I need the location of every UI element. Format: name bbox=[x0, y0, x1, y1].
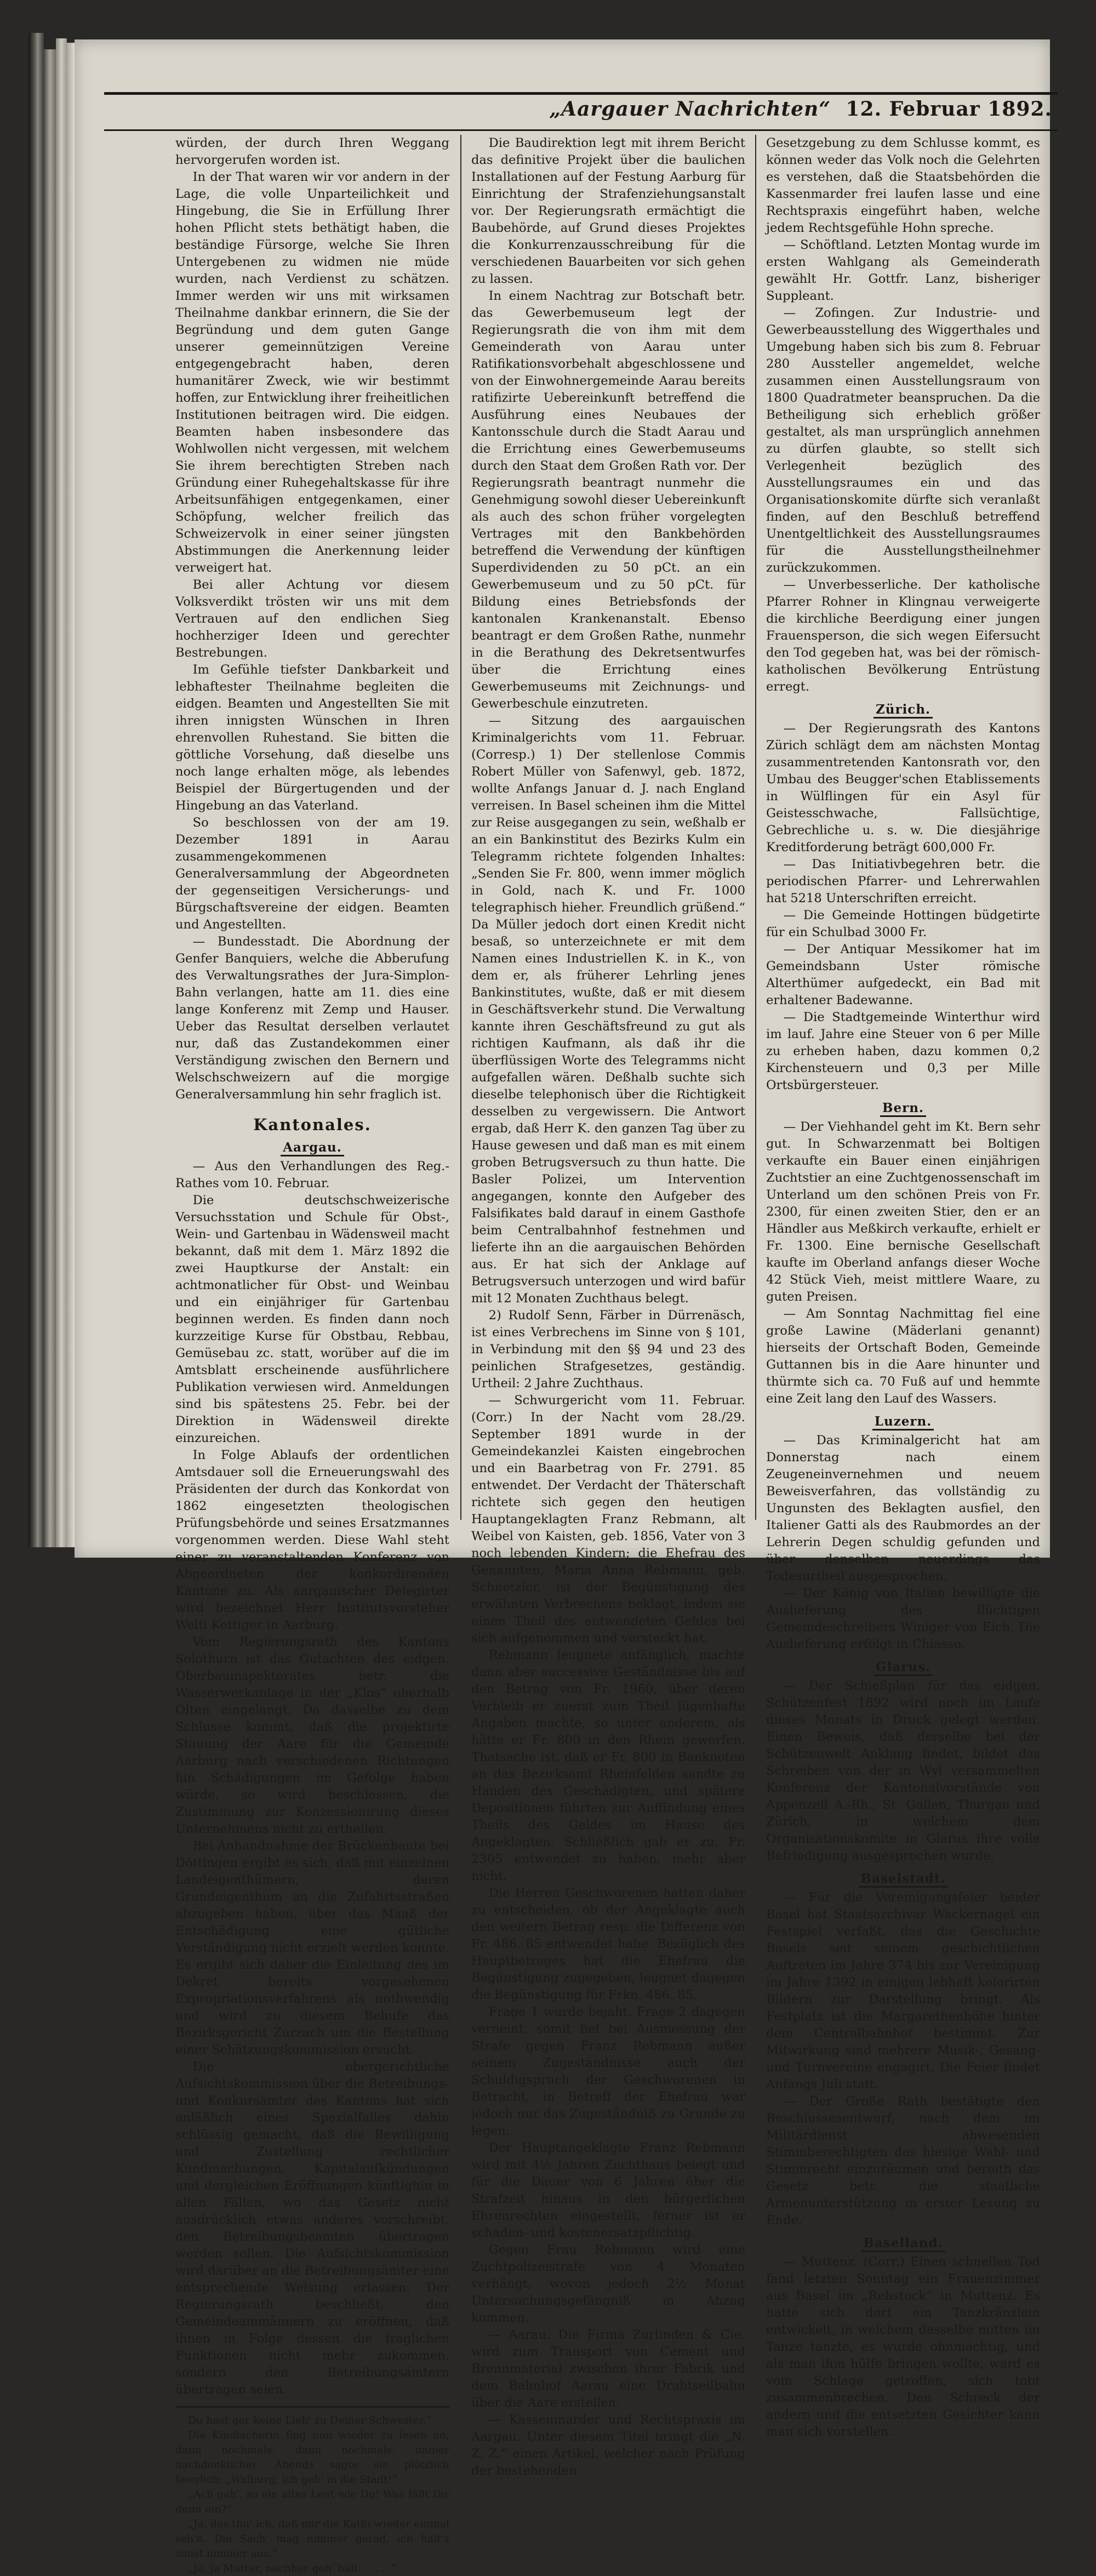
canton-heading-text: Aargau. bbox=[281, 1140, 344, 1156]
column-3 bbox=[766, 135, 1040, 2439]
canton-heading-text: Bern. bbox=[880, 1101, 926, 1117]
paragraph: — Für die Vereinigungsfeier beider Basel hat Staatsarchivar Wackernagel ein Festspiel verfaßt, das die Geschichte Basels seit seinem geschichtlichen Auftreten im Jahre 374 bis zur Vereinigung im Jahre 1392 in einigen lebhaft kolorirten Bildern zur Darstellung bringt. Als Festplatz ist die Margarethenhöhe hinter dem Centralbahnhof bestimmt. Zur Mitwirkung sind mehrere Musik-, Gesang- und Turnvereine engagirt. Die Feier findet Anfangs Juli statt. bbox=[766, 1890, 1040, 2091]
header-bottom-rule bbox=[104, 129, 1058, 131]
feuilleton-line: „Ja, ja Mutter, nachher geh' halt . . . . .“ bbox=[187, 2562, 397, 2574]
paragraph: Im Gefühle tiefster Dankbarkeit und lebhaftester Theilnahme begleiten die eidgen. Beamten und Angestellten Sie mit ihren innigsten Wünschen in Ihren ehrenvollen Ruhestand. Sie bitten die göttliche Vorsehung, daß dieselbe uns noch lange erhalten möge, als lebendes Beispiel der Bürgertugenden und der Hingebung an das Vaterland. bbox=[175, 663, 449, 813]
news-item-zofingen: — Zofingen. Zur Industrie- und Gewerbeausstellung des Wiggerthales und Umgebung haben sich bis zum 8. Februar 280 Aussteller angemeldet, welche zusammen einen Ausstellungsraum von 1800 Quadratmeter beanspruchen. Da die Betheiligung sich erheblich größer gestaltet, als man ursprünglich annehmen zu dürfen glaubte, so stellt sich Verlegenheit bezüglich des Ausstellungsraumes ein und das Organisationskomite dürfte sich veranlaßt finden, auf den Beschluß betreffend Unentgeltlichkeit des Ausstellungsraumes für die Ausstellungstheilnehmer zurückzukommen. bbox=[766, 306, 1040, 575]
paragraph: Der Hauptangeklagte Franz Rebmann wird mit 4½ Jahren Zuchthaus belegt und für die Dauer von 6 Jahren über die Strafzeit hinaus in den bürgerlichen Ehrenrechten eingestellt, ferner ist er schaden- und kostenersatzpflichtig. bbox=[471, 2141, 745, 2240]
news-item-heading: — Aus den Verhandlungen des Reg.-Rathes vom 10. Februar. bbox=[175, 1159, 449, 1190]
paragraph: Gegen Frau Rebmann wird eine Zuchtpolizeistrafe von 4 Monaten verhängt, wovon jedoch 2½ Monat Untersuchungsgefängniß in Abzug kommen. bbox=[471, 2243, 745, 2325]
issue-date: 12. Februar 1892. bbox=[846, 98, 1052, 121]
paragraph: — Die Gemeinde Hottingen büdgetirte für ein Schulbad 3000 Fr. bbox=[766, 908, 1040, 939]
paragraph: Rebmann leugnete anfänglich, machte dann aber successive Geständnisse bis auf den Betrag von Fr. 1960, über deren Verbleib er zuerst zum Theil lügenhafte Angaben machte, so unter anderem, als hätte er Fr. 800 in den Rhein geworfen. Thatsache ist, daß er Fr. 800 in Banknoten an das Bezirksamt Rheinfelden sandte zu Handen des Geschädigten, und spätere Depositionen führten zur Auffindung eines Theils des Geldes im Hause des Angeklagten. Schließlich gab er zu, Fr. 2305 entwendet zu haben, mehr aber nicht. bbox=[471, 1648, 745, 1883]
paragraph: Die Herren Geschworenen hatten daher zu entscheiden, ob der Angeklagte auch den weitern Betrag resp. die Differenz von Fr. 486. 85 entwendet habe. Bezüglich des Hauptbetrages hat die Ehefrau die Begünstigung zugegeben, leugnet dagegen die Begünstigung für Frkn. 486. 85. bbox=[471, 1886, 745, 2002]
page-header bbox=[427, 98, 1052, 121]
canton-heading-bern bbox=[766, 1099, 1040, 1116]
canton-heading-zuerich bbox=[766, 701, 1040, 718]
canton-heading-text: Zürich. bbox=[874, 702, 933, 719]
canton-heading-baselland bbox=[766, 2235, 1040, 2252]
paragraph: Bei aller Achtung vor diesem Volksverdikt trösten wir uns mit dem Vertrauen auf den endlichen Sieg hochherziger Ideen und gerechter Bestrebungen. bbox=[175, 578, 449, 660]
paragraph: In der That waren wir vor andern in der Lage, die volle Unparteilichkeit und Hingebung, die Sie in Erfüllung Ihrer hohen Pflicht stets bethätigt haben, die beständige Fürsorge, welche Sie Ihren Untergebenen zu widmen nie müde wurden, nach Verdienst zu schätzen. Immer werden wir uns mit wirksamen Theilnahme dankbar erinnern, die Sie der Begründung und dem guten Gange unserer gemeinnützigen Vereine entgegengebracht haben, deren humanitärer Zweck, wie wir bestimmt hoffen, zur Entwicklung ihrer freiheitlichen Institutionen beitragen wird. Die eidgen. Beamten haben insbesondere das Wohlwollen nicht vergessen, mit welchem Sie ihrem berechtigten Streben nach Gründung einer Ruhegehaltskasse für ihre Arbeitsunfähigen entgegenkamen, einer Schöpfung, welcher freilich das Schweizervolk in einer seiner jüngsten Abstimmungen die Anerkennung leider verweigert hat. bbox=[175, 170, 449, 575]
news-item-kriminalgericht: — Sitzung des aargauischen Kriminalgerichts vom 11. Februar. (Corresp.) 1) Der stellenlose Commis Robert Müller von Safenwyl, geb. 1872, wollte Anfangs Januar d. J. nach England verreisen. In Basel scheinen ihm die Mittel zur Reise ausgegangen zu sein, weßhalb er an ein Bankinstitut des Bezirks Kulm ein Telegramm richtete folgenden Inhaltes: „Senden Sie Fr. 800, wenn immer möglich in Gold, nach K. und Fr. 1000 telegraphisch hieher. Freundlich grüßend.“ Da Müller jedoch dort einen Kredit nicht besaß, so unterzeichnete er mit dem Namen eines Industriellen K. in K., von dem er, als früherer Lehrling jenes Bankinstitutes, wußte, daß er mit diesem in Geschäftsverkehr stund. Die Verwaltung kannte ihren Geschäftsfreund zu gut als richtigen Kaufmann, als daß ihr die überflüssigen Worte des Telegramms nicht aufgefallen wären. Deßhalb suchte sich dieselbe telephonisch über die Richtigkeit desselben zu vergewissern. Die Antwort ergab, daß Herr K. den ganzen Tag über zu Hause gewesen und daß man es mit einem groben Betrugsversuch zu thun hatte. Die Basler Polizei, um Intervention angegangen, konnte den Aufgeber des Falsifikates bald darauf in einem Gasthofe beim Centralbahnhof festnehmen und lieferte ihn an die aargauischen Behörden aus. Er hat sich der Anklage auf Betrugsversuch unterzogen und wird bafür mit 12 Monaten Zuchthaus belegt. bbox=[471, 714, 745, 1306]
paragraph: — Der Große Rath bestätigte den Beschlussesentwurf, nach dem im Militärdienst abwesenden Stimmberechtigten das hiesige Wahl- und Stimmrecht einzuräumen und bereith das Gesetz betr. die staatliche Armenunterstützung in erster Lesung zu Ende. bbox=[766, 2094, 1040, 2227]
canton-heading-text: Baselstadt. bbox=[859, 1871, 948, 1888]
paragraph: In Folge Ablaufs der ordentlichen Amtsdauer soll die Erneuerungswahl des Präsidenten der durch das Konkordat von 1862 eingesetzten theologischen Prüfungsbehörde und seines Ersatzmannes vorgenommen werden. Diese Wahl steht einer zu veranstaltenden Konferenz von Abgeordneten der konkordirenden Kantone zu. Als aargauischer Delegirter wird bezeichnet Herr Institutsvorsteher Welti Kettiger in Aarburg. bbox=[175, 1448, 449, 1632]
paragraph: Die Baudirektion legt mit ihrem Bericht das definitive Projekt über die baulichen Installationen auf der Festung Aarburg für Einrichtung der Strafenziehungsanstalt vor. Der Regierungsrath ermächtigt die Baubehörde, auf Grund dieses Projektes die Konkurrenzausschreibung für die verschiedenen Bauarbeiten vor sich gehen zu lassen. bbox=[471, 136, 745, 286]
paragraph: In einem Nachtrag zur Botschaft betr. das Gewerbemuseum legt der Regierungsrath die von ihm mit dem Gemeinderath von Aarau unter Ratifikationsvorbehalt abgeschlossene und von der Einwohnergemeinde Aarau bereits ratifizirte Uebereinkunft betreffend die Ausführung eines Neubaues der Kantonsschule durch die Stadt Aarau und die Errichtung eines Gewerbemuseums durch den Staat dem Großen Rath vor. Der Regierungsrath beantragt nunmehr die Genehmigung sowohl dieser Uebereinkunft als auch des schon früher vorgelegten Vertrages mit den Bankbehörden betreffend die Verwendung der künftigen Superdividenden zu 50 pCt. an ein Gewerbemuseum und zu 50 pCt. für Bildung eines Betriebsfonds der kantonalen Krankenanstalt. Ebenso beantragt er dem Großen Rathe, nunmehr in die Berathung des Dekretsentwurfes über die Errichtung eines Gewerbemuseums mit Zeichnungs- und Gewerbeschule einzutreten. bbox=[471, 289, 745, 711]
feuilleton-divider bbox=[175, 2406, 449, 2408]
paragraph: Bei Anhandnahme der Brückenbaute bei Döttingen ergibt es sich, daß mit einzelnen Landeigenthümern, deren Grundeigenthum an die Zufahrtsstraßen abzugeben haben, über das Maaß der Entschädigung eine gütliche Verständigung nicht erzielt werden konnte. Es ergibt sich daher die Einleitung des im Dekret bereits vorgesehenen Expropriationsverfahrens als nothwendig und wird zu diesem Behufe das Bezirksgericht Zurzach um die Bestellung einer Schätzungskommission ersucht. bbox=[175, 1839, 449, 2057]
paragraph: würden, der durch Ihren Weggang hervorgerufen worden ist. bbox=[175, 136, 449, 167]
paragraph: — Der Antiquar Messikomer hat im Gemeindsbann Uster römische Alterthümer aufgedeckt, ein Bad mit erhaltener Badewanne. bbox=[766, 942, 1040, 1007]
feuilleton-line: Du hast gar keine Lieb' zu Deiner Schwester.“ bbox=[187, 2414, 432, 2426]
news-item-bundesstadt: — Bundesstadt. Die Abordnung der Genfer Banquiers, welche die Abberufung des Verwaltungsrathes der Jura-Simplon-Bahn verlangen, hatte am 11. dies eine lange Konferenz mit Zemp und Hauser. Ueber das Resultat derselben verlautet nur, daß das Zustandekommen einer Verständigung zwischen den Bernern und Welschschweizern auf die morgige Generalversammlung hin sehr fraglich ist. bbox=[175, 934, 449, 1102]
news-item-schoeftland: — Schöftland. Letzten Montag wurde im ersten Wahlgang als Gemeinderath gewählt Hr. Gottfr. Lanz, bisheriger Suppleant. bbox=[766, 238, 1040, 303]
news-item-aarau: — Aarau. Die Firma Zurlinden & Cie. wird zum Transport von Cement und Brennmaterial zwischen ihrer Fabrik und dem Bahnhof Aarau eine Drahtseilbahn über die Aare erstellen. bbox=[471, 2328, 745, 2410]
paragraph: Die deutschschweizerische Versuchsstation und Schule für Obst-, Wein- und Gartenbau in Wädensweil macht bekannt, daß mit dem 1. März 1892 die zwei Hauptkurse der Anstalt: ein achtmonatlicher für Obst- und Weinbau und ein einjähriger für Gartenbau beginnen werden. Es finden dann noch kurzzeitige Kurse für Obstbau, Rebbau, Gemüsebau zc. statt, worüber auf die im Amtsblatt erscheinende ausführlichere Publikation verwiesen wird. Anmeldungen sind bis spätestens 25. Febr. bei der Direktion in Wädensweil direkte einzureichen. bbox=[175, 1193, 449, 1445]
feuilleton-line: „Ja, das thu' ich, daß mir die Kathi wieder einmal seh'n. Die Sach' mag nimmer gerad, ich halt's sonst nimmer aus.“ bbox=[175, 2518, 449, 2560]
paragraph: Vom Regierungsrath des Kantons Solothurn ist das Gutachten des eidgen. Oberbauinspektorates betr. die Wasserwerkanlage in der „Klos“ oberhalb Olten eingelangt. Da dasselbe zu dem Schlusse kommt, daß die projektirte Stauung der Aare für die Gemeinde Aarburg nach verschiedenen Richtungen hin Schädigungen im Gefolge haben würde, so wird beschlossen, die Zustimmung zur Konzessionirung dieses Unternehmens nicht zu ertheilen. bbox=[175, 1635, 449, 1836]
canton-heading-text: Glarus. bbox=[874, 1660, 933, 1676]
column-1 bbox=[175, 135, 449, 2574]
page-stack-edge bbox=[67, 43, 75, 1547]
page-stack-edge bbox=[44, 49, 56, 1547]
paragraph: Frage 1 wurde bejaht, Frage 2 dagegen verneint, somit fiel bei Ausmessung der Strafe gegen Franz Rebmann außer seinem Zugeständnisse auch der Schuldigspruch der Geschworenen in Betracht, in Betreff der Ehefrau war jedoch nur das Zugeständniß zu Grunde zu legen. bbox=[471, 2005, 745, 2138]
paragraph: Die obergerichtliche Aufsichtskommission über die Betreibungs- und Konkursämter des Kantons hat sich anläßlich eines Spezialfalles dahin schlüssig gemacht, daß die Bewilligung und Zustellung rechtlicher Kundmachungen, Kapitalaufkündungen und dergleichen Eröffnungen künftighin in allen Fällen, wo das Gesetz nicht ausdrücklich etwas anderes vorschreibt, den Betreibungsbeamten übertragen werden sollen. Die Aufsichtskommission wird darüber an die Betreibungsämter eine entsprechende Weisung erlassen. Der Regierungsrath beschließt, den Gemeindeammännern zu eröffnen, daß ihnen in Folge dessen die fraglichen Funktionen nicht mehr zukommen, sondern den Betreibungsämtern übertragen seien. bbox=[175, 2060, 449, 2397]
page-stack-edge bbox=[56, 38, 67, 1547]
paragraph: — Am Sonntag Nachmittag fiel eine große Lawine (Mäderlani genannt) hierseits der Ortschaft Boden, Gemeinde Guttannen bis in die Aare hinunter und thürmte sich ca. 70 Fuß auf und hemmte eine Zeit lang den Lauf des Wassers. bbox=[766, 1307, 1040, 1406]
canton-heading-text: Luzern. bbox=[872, 1414, 934, 1431]
paragraph: Gesetzgebung zu dem Schlusse kommt, es können weder das Volk noch die Gelehrten es verstehen, daß die Staatsbehörden die Kassenmarder frei laufen lasse und eine Rechtspraxis eingeführt haben, welche jedem Rechtsgefühle Hohn spreche. bbox=[766, 136, 1040, 235]
canton-heading-glarus bbox=[766, 1659, 1040, 1675]
column-2 bbox=[471, 135, 745, 2478]
paragraph: 2) Rudolf Senn, Färber in Dürrenäsch, ist eines Verbrechens im Sinne von § 101, in Verbindung mit den §§ 94 und 23 des peinlichen Strafgesetzes, geständig. Urtheil: 2 Jahre Zuchthaus. bbox=[471, 1308, 745, 1390]
news-item-schwurgericht: — Schwurgericht vom 11. Februar. (Corr.) In der Nacht vom 28./29. September 1891 wurde in der Gemeindekanzlei Kaisten eingebrochen und ein Baarbetrag von Fr. 2791. 85 entwendet. Der Verdacht der Thäterschaft richtete sich gegen den heutigen Hauptangeklagten Franz Rebmann, alt Weibel von Kaisten, geb. 1856, Vater von 3 noch lebenden Kindern; die Ehefrau des Genannten, Maria Anna Rebmann, geb. Schnetzler, ist der Begünstigung des erwähnten Verbrechens beklagt, indem sie einen Theil des entwendeten Geldes bei sich aufgenommen und versteckt hat. bbox=[471, 1393, 745, 1645]
paragraph: — Der König von Italien bewilligte die Auslieferung des flüchtigen Gemeindeschreibers Winiger von Eich. Die Auslieferung erfolgt in Chiasso. bbox=[766, 1586, 1040, 1651]
feuilleton bbox=[175, 2413, 449, 2576]
film-edge bbox=[28, 33, 44, 1547]
feuilleton-line: „Ach geh', so ein altes Leut wie Du! Was fällt Dir denn ein?“ bbox=[175, 2488, 449, 2515]
column-divider bbox=[755, 135, 756, 1520]
column-divider bbox=[460, 135, 461, 1520]
paragraph: — Die Stadtgemeinde Winterthur wird im lauf. Jahre eine Steuer von 6 per Mille zu erheben haben, dazu kommen 0,2 Kirchensteuern und 0,3 per Mille Ortsbürgersteuer. bbox=[766, 1010, 1040, 1092]
paragraph: — Das Initiativbegehren betr. die periodischen Pfarrer- und Lehrerwahlen hat 5218 Unterschriften erreicht. bbox=[766, 857, 1040, 905]
paragraph: — Der Regierungsrath des Kantons Zürich schlägt dem am nächsten Montag zusammentretenden Kantonsrath vor, den Umbau des Beugger'schen Etablissements in Wülflingen für ein Asyl für Geistesschwache, Fallsüchtige, Gebrechliche u. s. w. Die diesjährige Kreditforderung beträgt 600,000 Fr. bbox=[766, 721, 1040, 854]
paragraph: — Muttenz. (Corr.) Einen schnellen Tod fand letzten Sonntag ein Frauenzimmer aus Basel im „Rebstock“ in Muttenz. Es hatte sich dort ein Tanzkränzlein entwickelt, in welchem dasselbe mitten im Tanze tanzte, es wurde ohnmächtig, und als man ihm hülfe bringen wollte, ward es vom Schlage getroffen, sich tobt zusammenbrechen. Den Schreck der andern und die entsetzten Gesichter kann man sich vorstellen. bbox=[766, 2255, 1040, 2439]
feuilleton-line: Die Kindlacherin fing nun wieder zu lesen an, dann nochmals, dann nochmals, immer nachdenklicher. Abends sagte sie plötzlich feierlich: „Walburg, ich geh' in die Stadt!“ bbox=[175, 2429, 449, 2486]
section-heading-kantonales: Kantonales. bbox=[253, 1115, 372, 1134]
paragraph: — Der Viehhandel geht im Kt. Bern sehr gut. In Schwarzenmatt bei Boltigen verkaufte ein Bauer einen einjährigen Zuchtstier an eine Zuchtgenossenschaft im Unterland um den schönen Preis von Fr. 2300, für einen zweiten Stier, den er an Händler aus Meßkirch verkaufte, erhielt er Fr. 1300. Eine bernische Gesellschaft kaufte im Oberland anfangs dieser Woche 42 Stück Vieh, meist mittlere Waare, zu guten Preisen. bbox=[766, 1120, 1040, 1304]
news-item-kassenmarder: — Kassenmarder und Rechtspraxis im Aargau. Unter diesem Titel bringt die „N. Z. Z.“ einen Artikel, welcher nach Prüfung der bestehenden bbox=[471, 2413, 745, 2478]
paragraph: — Das Kriminalgericht hat am Donnerstag nach einem Zeugeneinvernehmen und neuem Beweisverfahren, das vollständig zu Ungunsten des Beklagten ausfiel, den Italiener Gatti als des Raubmordes an der Lehrerin Degen schuldig gefunden und über denselben neuerdings das Todesurtheil ausgesprochen. bbox=[766, 1433, 1040, 1583]
news-item-unverbesserliche: — Unverbesserliche. Der katholische Pfarrer Rohner in Klingnau verweigerte die kirchliche Beerdigung einer jungen Frauensperson, die sich wegen Eifersucht den Tod gegeben hat, was bei der römisch-katholischen Bevölkerung Entrüstung erregt. bbox=[766, 578, 1040, 694]
canton-heading-baselstadt bbox=[766, 1870, 1040, 1887]
paragraph: — Der Schießplan für das eidgen. Schützenfest 1892 wird noch im Laufe dieses Monats in Druck gelegt werden. Einen Beweis, daß derselbe bei der Schützenwelt Anklang findet, bildet das Schreiben von der in Wyl versammelten Konferenz der Kantonalvorstände von Appenzell A.-Rh., St. Gallen, Thurgau und Zürich, in welchem dem Organisationskomite in Glarus ihre volle Befriedigung ausgesprochen wurde. bbox=[766, 1679, 1040, 1863]
newspaper-title: „Aargauer Nachrichten“ bbox=[549, 98, 831, 121]
canton-heading-text: Baselland. bbox=[861, 2236, 945, 2252]
header-top-rule bbox=[104, 92, 1058, 95]
canton-heading-aargau bbox=[175, 1139, 449, 1156]
canton-heading-luzern bbox=[766, 1413, 1040, 1430]
paragraph: So beschlossen von der am 19. Dezember 1891 in Aarau zusammengekommenen Generalversammlung der Abgeordneten der gegenseitigen Versicherungs- und Bürgschaftsvereine der eidgen. Beamten und Angestellten. bbox=[175, 816, 449, 932]
